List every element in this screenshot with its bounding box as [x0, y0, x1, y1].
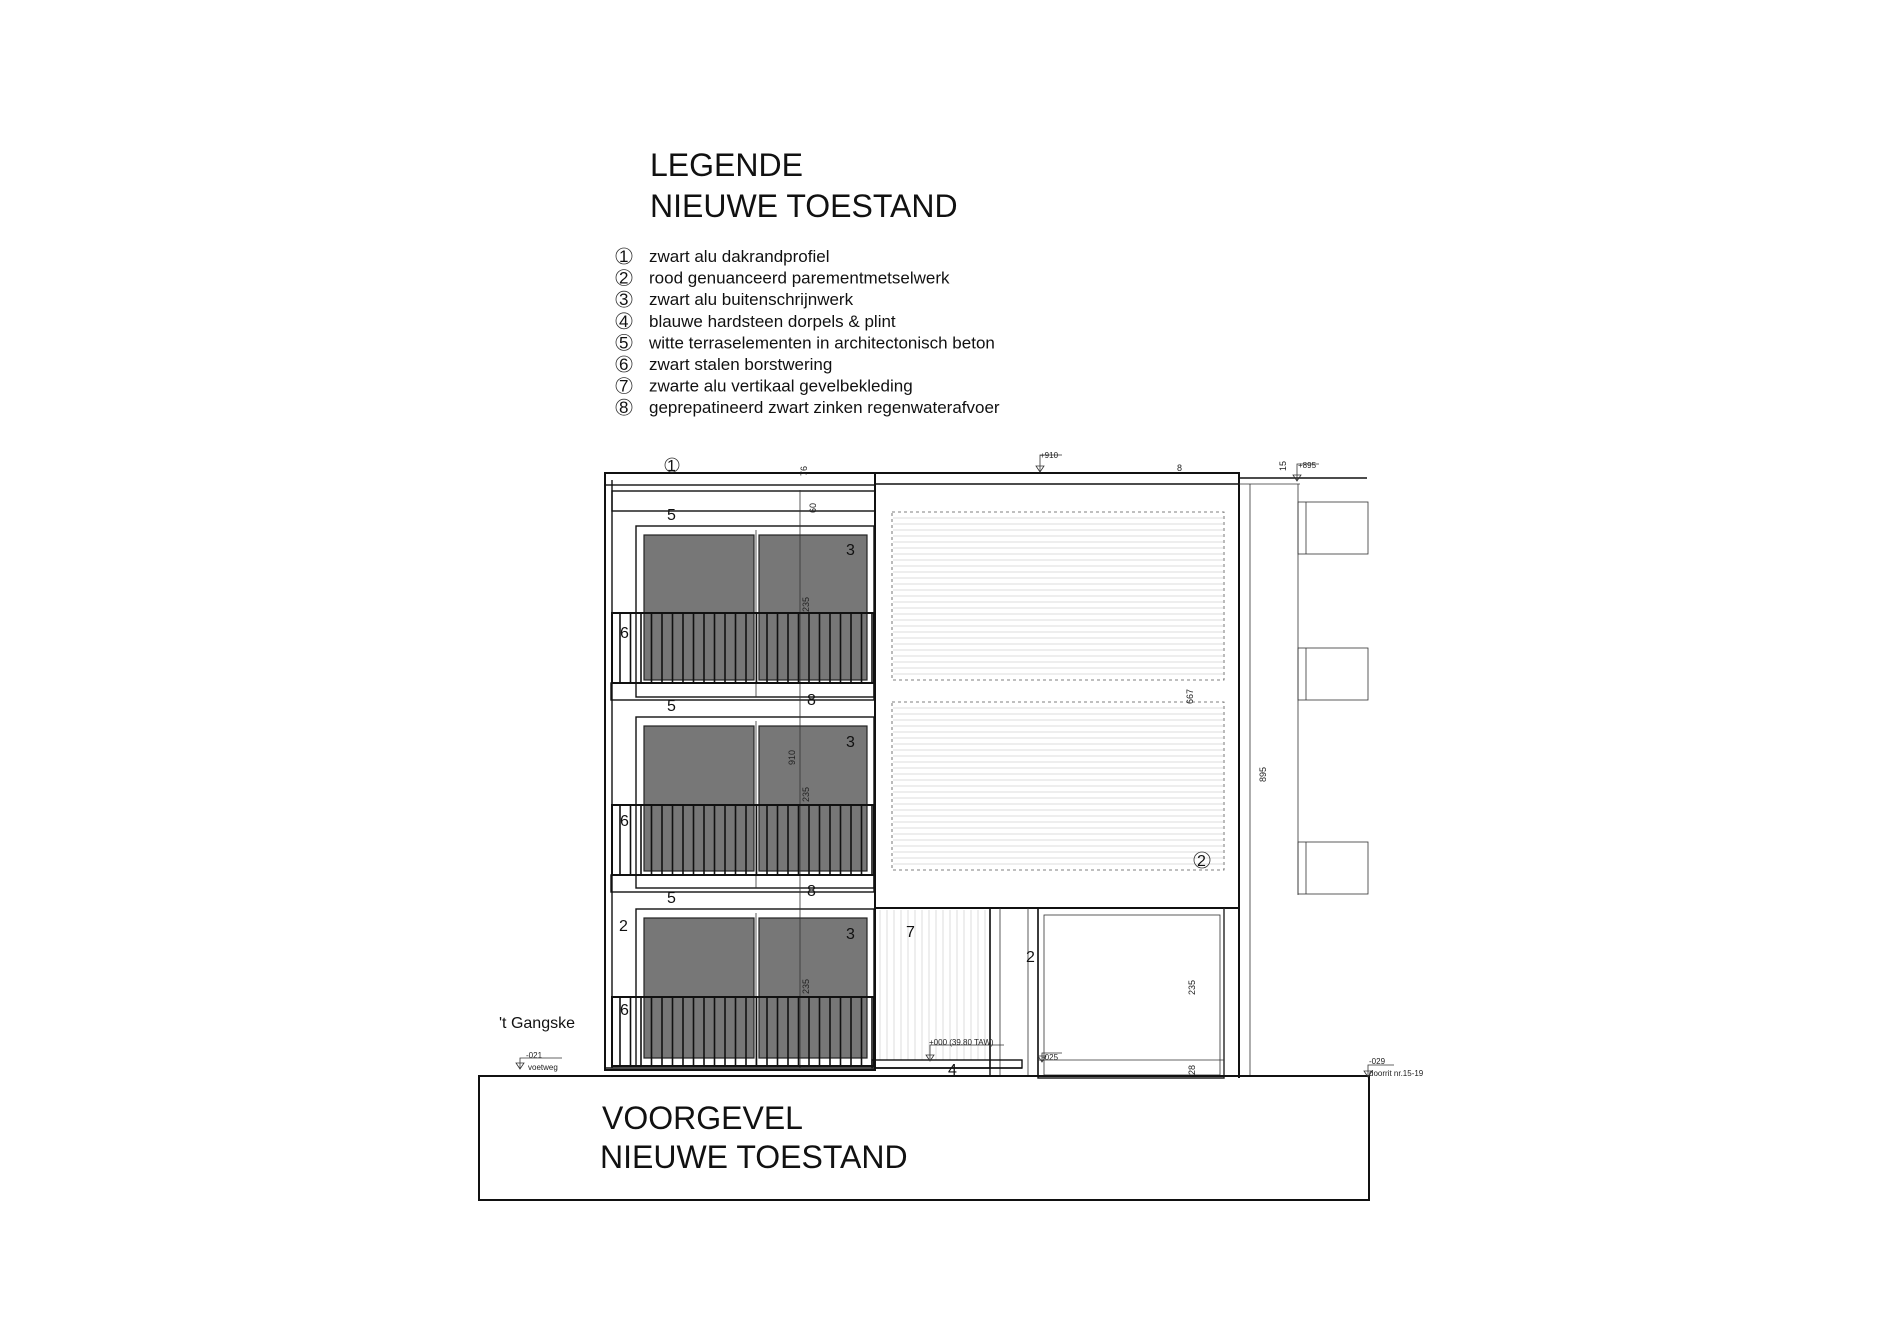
- dim-parapet: 8: [1177, 463, 1183, 473]
- title-box: [479, 1076, 1369, 1200]
- legend-item-text: blauwe hardsteen dorpels & plint: [649, 311, 896, 331]
- level-driveway: -029: [1369, 1057, 1386, 1066]
- level-ground: +000 (39.80 TAW): [929, 1038, 994, 1047]
- legend-item-text: zwart stalen borstwering: [649, 355, 833, 374]
- legend-item-number: 3: [619, 290, 629, 310]
- marker-1: 1: [667, 458, 676, 475]
- legend-item-text: zwart alu buitenschrijnwerk: [649, 290, 854, 310]
- dim-neighbour-top: 15: [1278, 460, 1288, 471]
- legend-item-number: 7: [619, 376, 629, 396]
- drawing-title-1: VOORGEVEL: [602, 1100, 803, 1136]
- marker-6c: 6: [620, 1002, 629, 1019]
- legend-list: [616, 247, 1000, 417]
- marker-3c: 3: [846, 926, 855, 943]
- marker-6a: 6: [620, 625, 629, 642]
- dim-total: 910: [787, 749, 797, 765]
- marker-7: 7: [906, 924, 915, 941]
- legend-item-number: 5: [619, 333, 629, 353]
- legend-title-1: LEGENDE: [650, 147, 803, 183]
- marker-2b: 2: [1026, 949, 1035, 966]
- dim-roof-edge: 76: [799, 465, 809, 476]
- street-label: 't Gangske: [499, 1015, 575, 1032]
- facade-panel-hatching: [893, 518, 1223, 864]
- marker-5a: 5: [667, 507, 676, 524]
- level-driveway-label: doorrit nr.15-19: [1369, 1069, 1424, 1078]
- legend-item-number: 4: [619, 311, 629, 331]
- dim-neighbour: 895: [1258, 766, 1268, 782]
- legend-item-number: 1: [619, 247, 629, 266]
- level-roof: +910: [1040, 451, 1059, 460]
- legend-item-text: rood genuanceerd parementmetselwerk: [649, 268, 950, 288]
- dim-garage-door: 235: [1187, 979, 1197, 995]
- marker-3b: 3: [846, 734, 855, 751]
- main-building: [605, 473, 875, 1070]
- legend-item-text: zwart alu dakrandprofiel: [649, 247, 830, 266]
- marker-2c: 2: [1197, 853, 1206, 870]
- dim-terrace: 60: [808, 502, 818, 513]
- marker-4: 4: [948, 1062, 957, 1079]
- level-footpath: -021: [526, 1051, 543, 1060]
- legend-item-number: 8: [619, 398, 629, 418]
- legend-item-number: 2: [619, 268, 629, 288]
- marker-3a: 3: [846, 542, 855, 559]
- legend-item-text: geprepatineerd zwart zinken regenwaterafvoer: [649, 398, 1000, 418]
- dim-upper-facade: 667: [1185, 688, 1195, 704]
- marker-5b: 5: [667, 698, 676, 715]
- drawing-title-2: NIEUWE TOESTAND: [600, 1139, 908, 1175]
- level-footpath-label: voetweg: [528, 1063, 558, 1072]
- legend-title-2: NIEUWE TOESTAND: [650, 188, 958, 224]
- legend-item-text: witte terraselementen in architectonisch beton: [649, 333, 995, 353]
- dim-window-3: 235: [801, 978, 811, 994]
- marker-8b: 8: [807, 883, 816, 900]
- level-garage: -025: [1042, 1053, 1059, 1062]
- legend-item-number: 6: [619, 355, 629, 374]
- dim-window-1: 235: [801, 596, 811, 612]
- marker-2a: 2: [619, 918, 628, 935]
- dim-window-2: 235: [801, 786, 811, 802]
- marker-6b: 6: [620, 813, 629, 830]
- legend-item-text: zwarte alu vertikaal gevelbekleding: [649, 376, 913, 396]
- marker-5c: 5: [667, 890, 676, 907]
- level-neighbour-roof: +895: [1298, 461, 1317, 470]
- dim-garage-sill: 28: [1187, 1064, 1197, 1075]
- marker-8a: 8: [807, 692, 816, 709]
